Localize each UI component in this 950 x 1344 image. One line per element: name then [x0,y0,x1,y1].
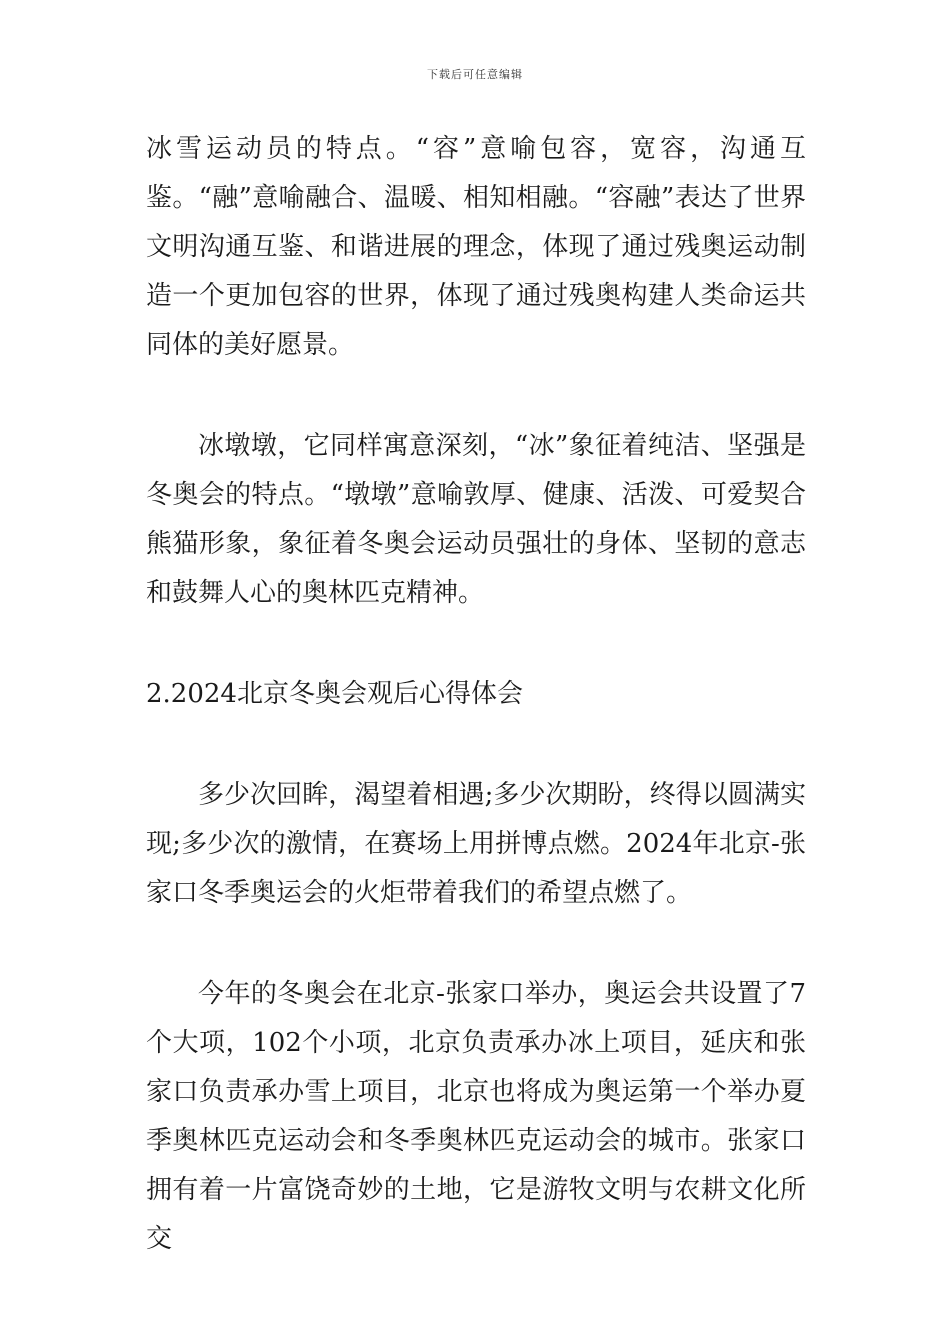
paragraph-mascot-bingdundun: 冰墩墩，它同样寓意深刻，“冰”象征着纯洁、坚强是冬奥会的特点。“墩墩”意喻敦厚、健康、活泼、可爱契合熊猫形象，象征着冬奥会运动员强壮的身体、坚韧的意志和鼓舞人心的奥林匹克精神。 [146,431,806,608]
paragraph-spacer [146,370,806,422]
paragraph-spacer [146,918,806,970]
page-header: 下载后可任意编辑 [427,68,523,81]
paragraph-torch: 多少次回眸，渴望着相遇;多少次期盼，终得以圆满实现;多少次的激情，在赛场上用拼博点燃。2024年北京-张家口冬季奥运会的火炬带着我们的希望点燃了。 [146,780,806,908]
paragraph-spacer [146,618,806,670]
document-body [146,125,806,1264]
paragraph-venues: 今年的冬奥会在北京-张家口举办，奥运会共设置了7个大项，102个小项，北京负责承办冰上项目，延庆和张家口负责承办雪上项目，北京也将成为奥运第一个举办夏季奥林匹克运动会和冬季奥林匹克运动会的城市。张家口拥有着一片富饶奇妙的土地，它是游牧文明与农耕文化所交 [146,979,806,1254]
section-heading: 2.2024北京冬奥会观后心得体会 [146,679,523,709]
paragraph-spacer [146,719,806,771]
paragraph-mascot-rongrong: 冰雪运动员的特点。“容”意喻包容，宽容，沟通互鉴。“融”意喻融合、温暖、相知相融。“容融”表达了世界文明沟通互鉴、和谐进展的理念，体现了通过残奥运动制造一个更加包容的世界，体现了通过残奥构建人类命运共同体的美好愿景。 [146,134,806,360]
